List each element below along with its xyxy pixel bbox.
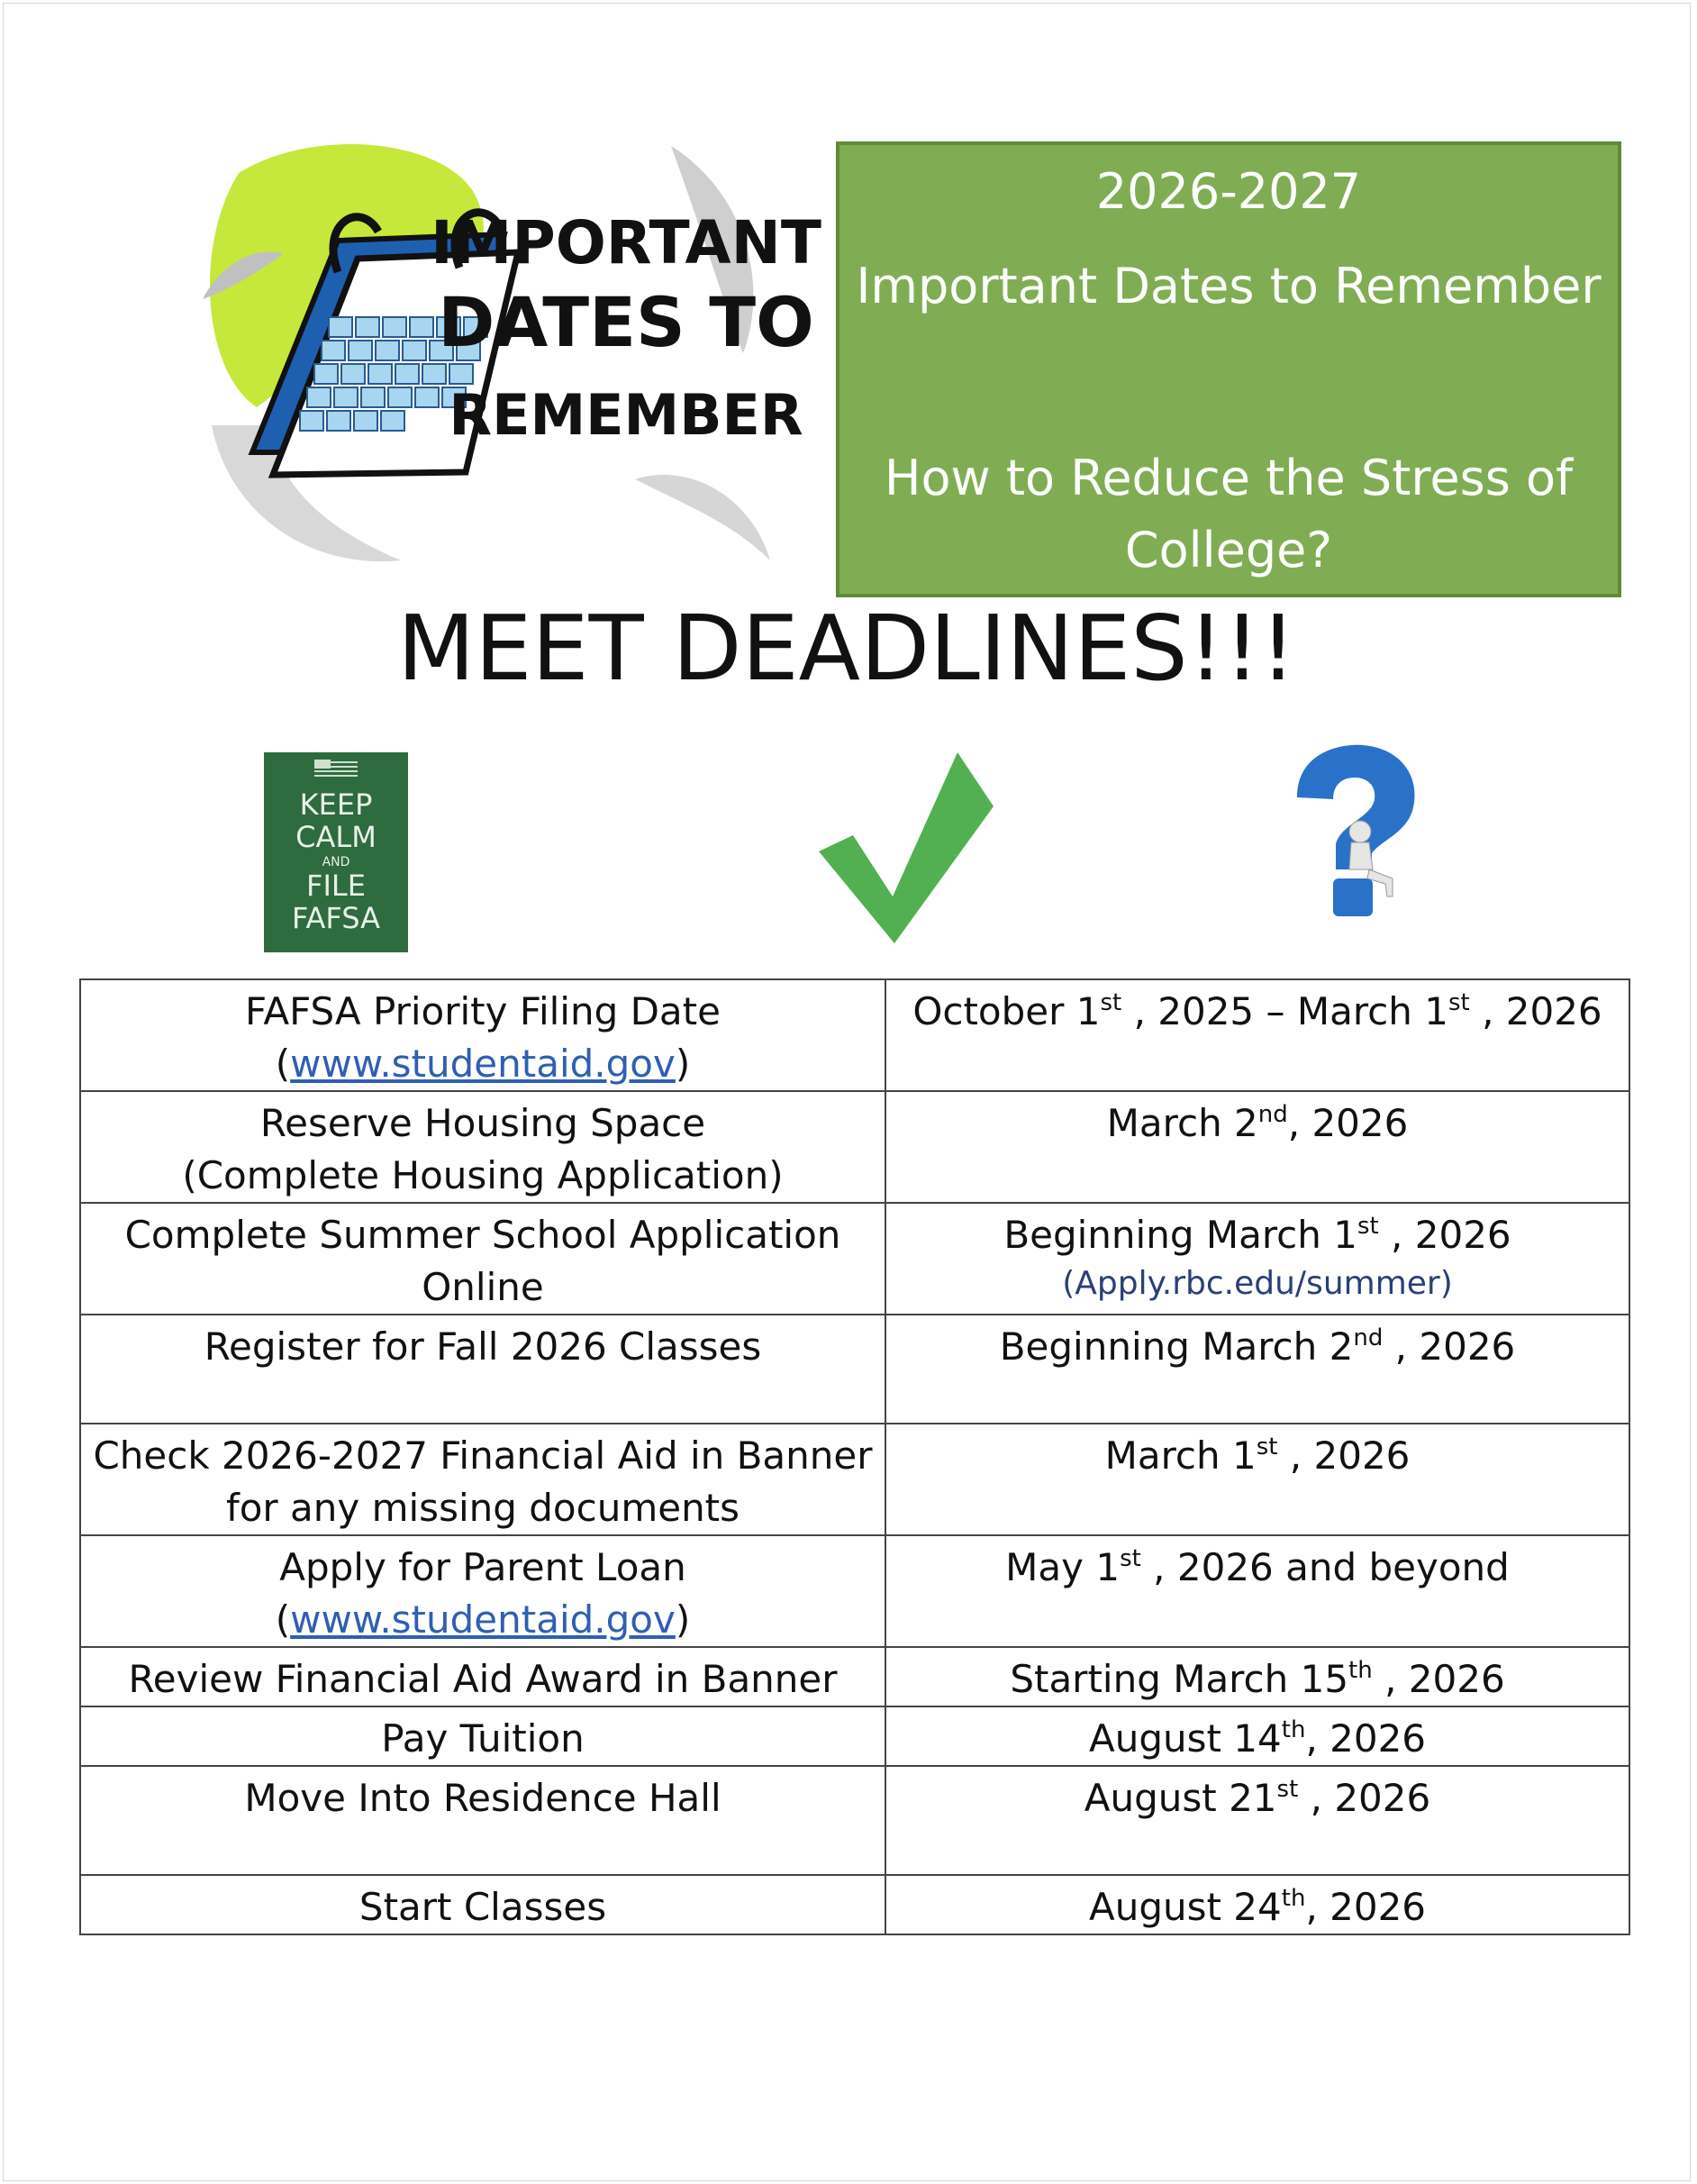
date-text: May 1 xyxy=(1005,1545,1121,1589)
task-label: Move Into Residence Hall xyxy=(244,1776,721,1820)
date-cell xyxy=(885,1766,1629,1875)
date-suffix: st xyxy=(1120,1545,1141,1572)
task-label: Online xyxy=(422,1265,544,1309)
task-label: Apply for Parent Loan xyxy=(279,1545,686,1589)
date-cell xyxy=(885,1203,1629,1315)
paren: ( xyxy=(275,1597,291,1642)
date-cell xyxy=(885,1647,1629,1706)
task-cell xyxy=(80,1203,885,1315)
date-suffix: th xyxy=(1281,1716,1306,1743)
task-cell xyxy=(80,1315,885,1424)
date-suffix: nd xyxy=(1353,1324,1384,1351)
date-text: , 2026 xyxy=(1298,1776,1431,1820)
keep-calm-poster xyxy=(264,752,408,952)
task-cell xyxy=(80,1091,885,1203)
deadlines-table xyxy=(79,978,1630,1935)
date-text: March 1 xyxy=(1104,1433,1257,1478)
title-question: How to Reduce the Stress of College? xyxy=(884,450,1574,578)
table-row xyxy=(80,1647,1629,1706)
table-row xyxy=(80,1535,1629,1647)
date-text: August 24 xyxy=(1088,1885,1282,1929)
svg-text:DATES TO: DATES TO xyxy=(438,282,814,362)
date-suffix: nd xyxy=(1257,1101,1288,1128)
task-label: Start Classes xyxy=(358,1885,607,1929)
task-label: Register for Fall 2026 Classes xyxy=(204,1324,762,1369)
summer-link-note: (Apply.rbc.edu/summer) xyxy=(1062,1265,1453,1302)
task-cell xyxy=(80,1875,885,1934)
task-label: Complete Summer School Application xyxy=(124,1213,841,1257)
title-box xyxy=(836,141,1621,597)
date-text: , 2026 xyxy=(1305,1716,1427,1761)
title-dates: Important Dates to Remember xyxy=(856,258,1602,314)
date-suffix: st xyxy=(1276,1776,1299,1803)
keep-calm-line: FILE xyxy=(306,869,366,903)
table-row xyxy=(80,1875,1629,1934)
date-cell xyxy=(885,1424,1629,1535)
task-label: Pay Tuition xyxy=(381,1716,585,1761)
headline: MEET DEADLINES!!! xyxy=(396,596,1297,701)
question-mark-icon xyxy=(1286,743,1421,933)
date-suffix: st xyxy=(1100,989,1122,1016)
task-label: Reserve Housing Space xyxy=(259,1101,706,1145)
paren: ) xyxy=(675,1597,691,1642)
task-cell xyxy=(80,1766,885,1875)
date-text: March 2 xyxy=(1106,1101,1258,1145)
date-suffix: th xyxy=(1281,1885,1306,1912)
task-cell xyxy=(80,1535,885,1647)
keep-calm-line: FAFSA xyxy=(292,901,380,935)
task-cell xyxy=(80,979,885,1091)
date-suffix: th xyxy=(1348,1657,1373,1684)
date-text: , 2026 xyxy=(1383,1324,1516,1369)
table-row xyxy=(80,1424,1629,1535)
task-cell xyxy=(80,1706,885,1766)
date-text: , 2026 xyxy=(1305,1885,1427,1929)
date-cell xyxy=(885,1315,1629,1424)
studentaid-link[interactable]: www.studentaid.gov xyxy=(290,1597,676,1642)
date-text: Beginning March 2 xyxy=(999,1324,1354,1369)
keep-calm-line: KEEP xyxy=(299,787,373,822)
studentaid-link[interactable]: www.studentaid.gov xyxy=(290,1042,676,1086)
date-text: , 2025 – March 1 xyxy=(1121,989,1448,1033)
checkmark-icon xyxy=(815,752,995,946)
date-cell xyxy=(885,1535,1629,1647)
task-label: FAFSA Priority Filing Date xyxy=(245,989,721,1033)
date-cell xyxy=(885,979,1629,1091)
keep-calm-line: CALM xyxy=(295,820,377,854)
paren: ) xyxy=(675,1042,691,1086)
task-label: Review Financial Aid Award in Banner xyxy=(128,1657,838,1701)
date-text: August 21 xyxy=(1084,1776,1277,1820)
table-row xyxy=(80,1706,1629,1766)
flag-icon xyxy=(314,760,358,778)
important-dates-image xyxy=(203,137,821,578)
table-row xyxy=(80,1091,1629,1203)
task-cell xyxy=(80,1424,885,1535)
date-cell xyxy=(885,1706,1629,1766)
date-text: , 2026 and beyond xyxy=(1140,1545,1510,1589)
date-cell xyxy=(885,1875,1629,1934)
calendar-icon xyxy=(203,137,821,578)
date-text: , 2026 xyxy=(1277,1433,1411,1478)
table-row xyxy=(80,1766,1629,1875)
date-text: August 14 xyxy=(1088,1716,1282,1761)
table-row xyxy=(80,1315,1629,1424)
date-suffix: st xyxy=(1357,1213,1379,1240)
date-cell xyxy=(885,1091,1629,1203)
svg-text:REMEMBER: REMEMBER xyxy=(449,382,803,448)
task-cell xyxy=(80,1647,885,1706)
paren: ( xyxy=(275,1042,291,1086)
task-label: for any missing documents xyxy=(225,1486,740,1530)
title-year: 2026-2027 xyxy=(1095,163,1362,220)
date-text: , 2026 xyxy=(1378,1213,1511,1257)
date-suffix: st xyxy=(1256,1433,1278,1461)
table-row xyxy=(80,1203,1629,1315)
date-text: , 2026 xyxy=(1469,989,1602,1033)
date-text: Beginning March 1 xyxy=(1003,1213,1357,1257)
date-text: , 2026 xyxy=(1287,1101,1409,1145)
keep-calm-line: AND xyxy=(322,855,350,869)
table-row xyxy=(80,979,1629,1091)
date-text: October 1 xyxy=(912,989,1101,1033)
date-text: Starting March 15 xyxy=(1010,1657,1349,1701)
svg-text:IMPORTANT: IMPORTANT xyxy=(431,208,821,278)
task-label: (Complete Housing Application) xyxy=(182,1153,784,1197)
date-text: , 2026 xyxy=(1372,1657,1505,1701)
task-label: Check 2026-2027 Financial Aid in Banner xyxy=(93,1433,873,1478)
date-suffix: st xyxy=(1447,989,1470,1016)
